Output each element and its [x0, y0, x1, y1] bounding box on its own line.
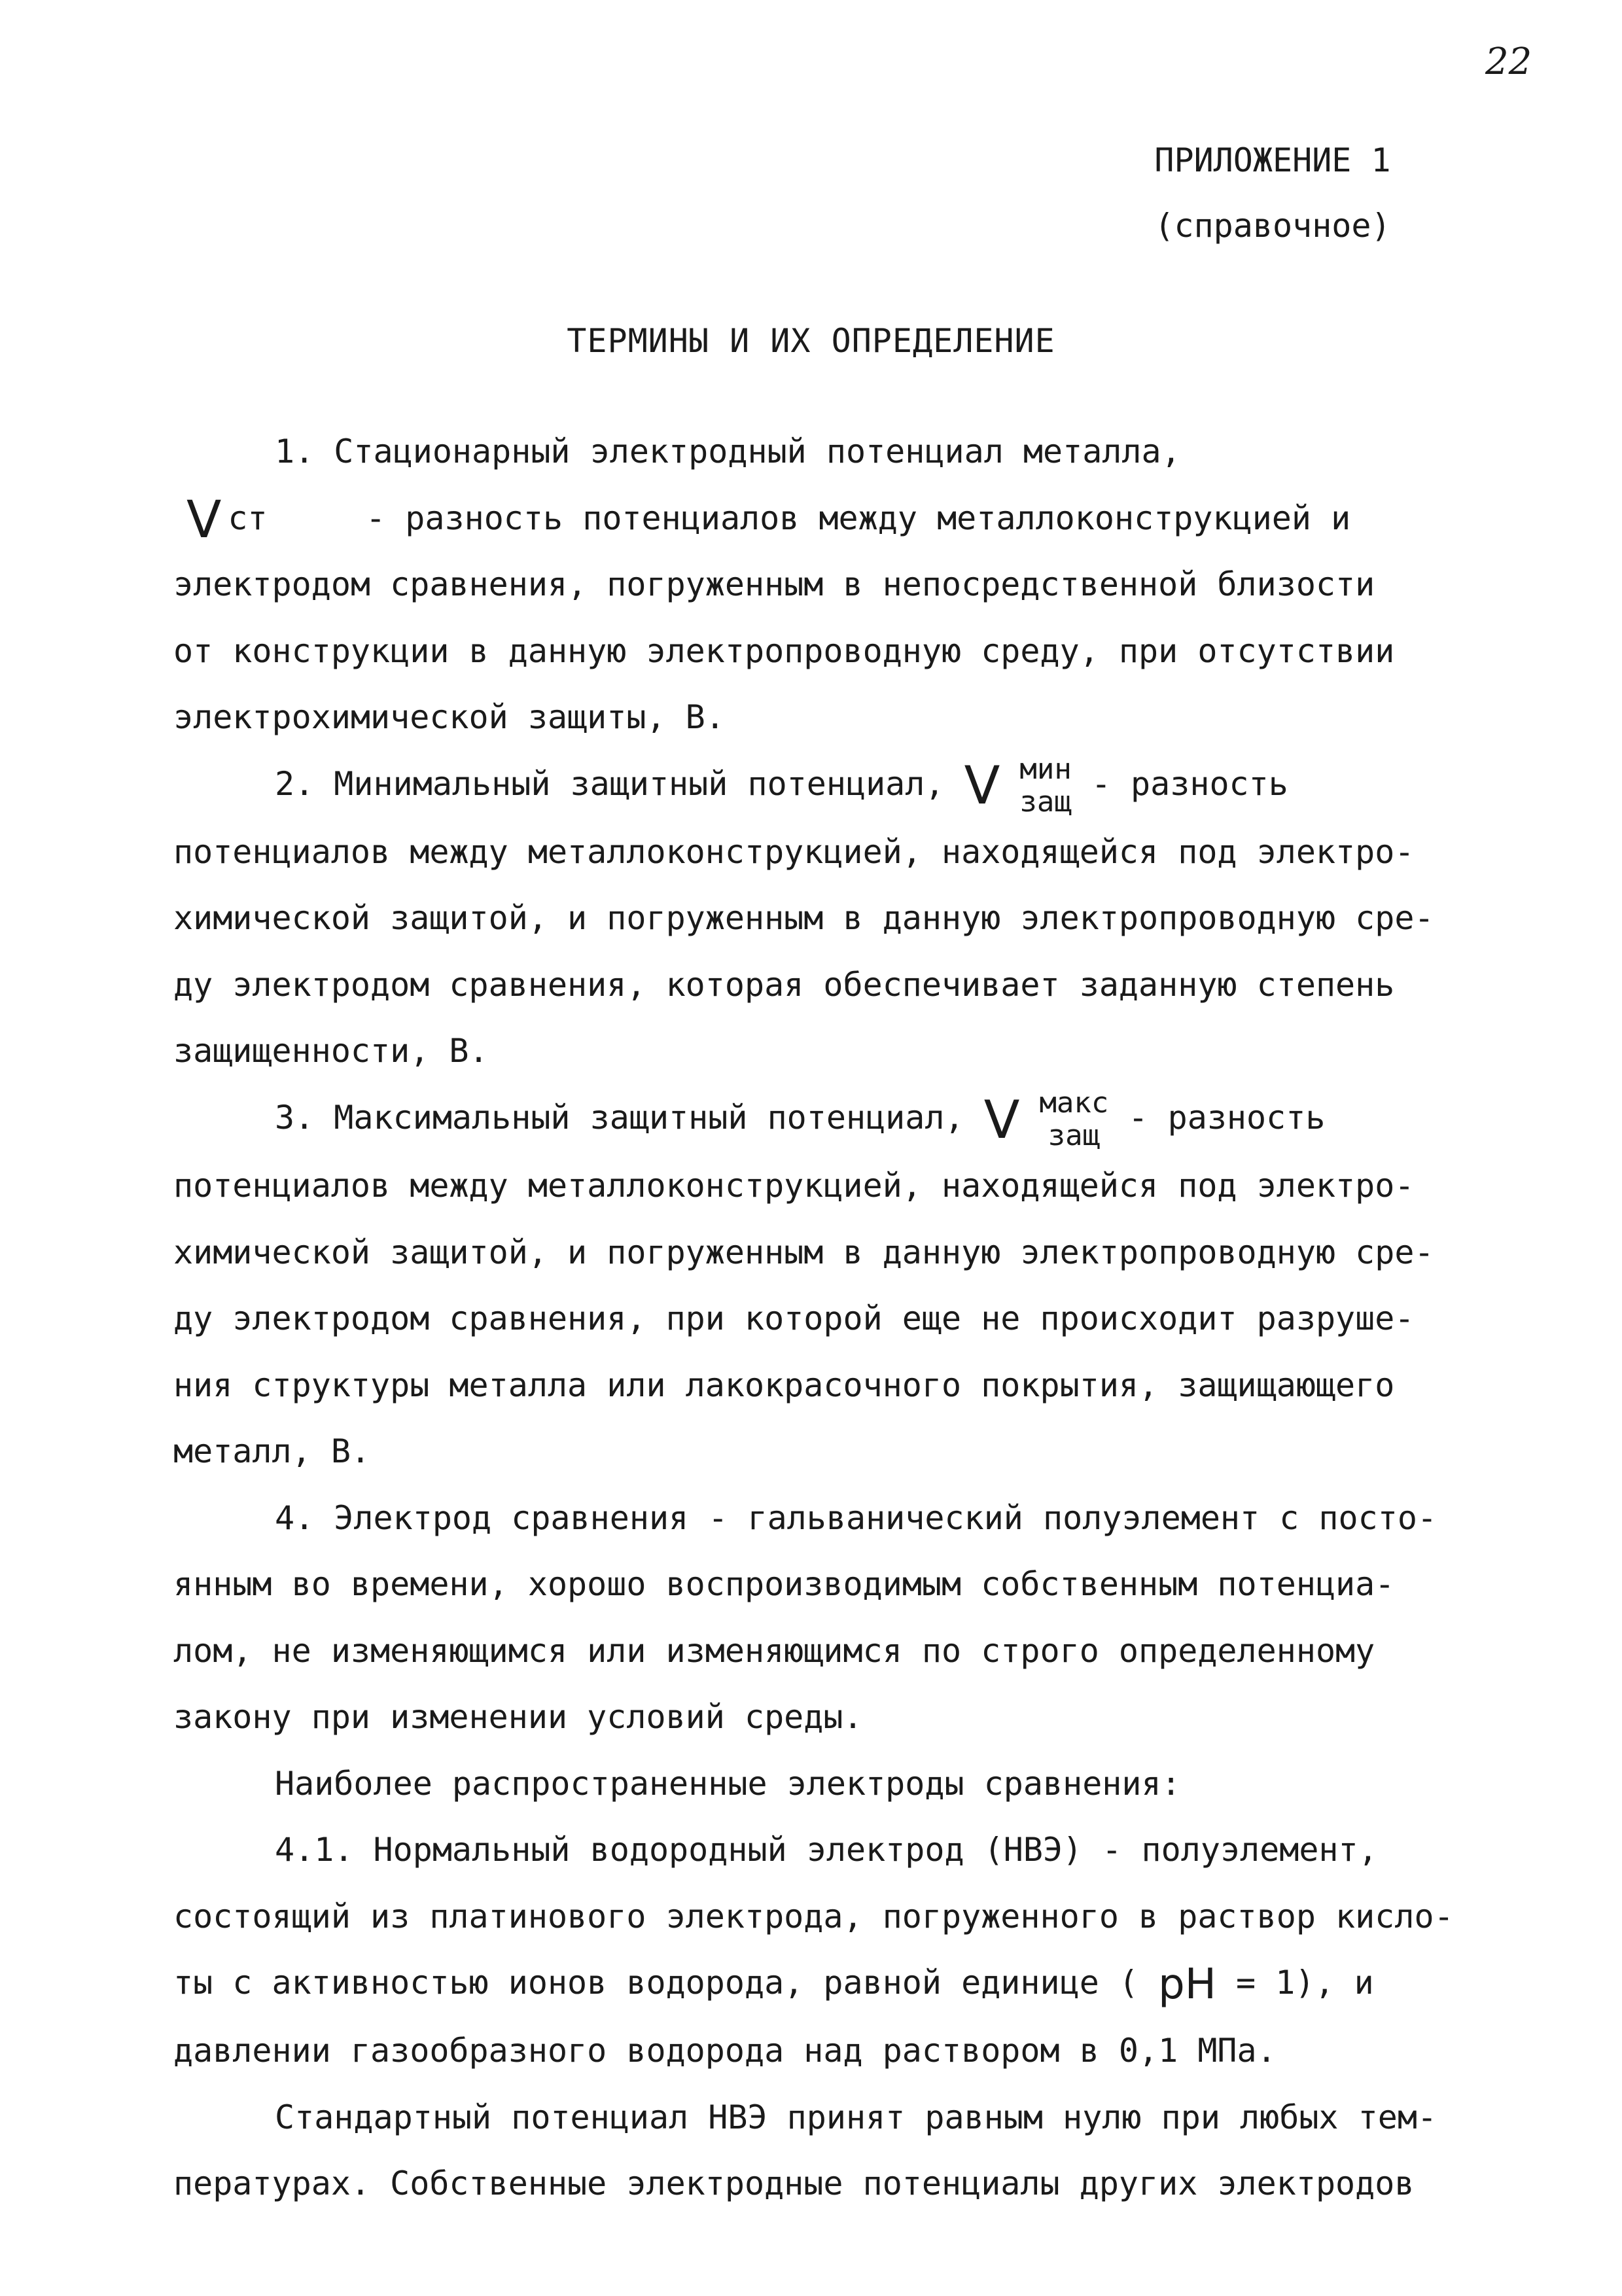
appendix-header — [1142, 128, 1403, 258]
symbol-superscript: мин — [1019, 752, 1072, 786]
text-line: лом, не изменяющимся или изменяющимся по строго определенному — [173, 1631, 1375, 1670]
text-fragment: ты с активностью ионов водорода, равной единице ( — [173, 1964, 1139, 2002]
symbol-v: V — [186, 491, 222, 550]
symbol-v: V — [964, 755, 1000, 817]
text-line: потенциалов между металлоконструкцией, находящейся под электро- — [173, 832, 1415, 871]
symbol-subscript: защ — [1019, 785, 1072, 819]
text-line: электродом сравнения, погруженным в непосредственной близости — [173, 565, 1375, 603]
text-fragment: - разность — [1128, 1098, 1326, 1137]
text-line: 1. Стационарный электродный потенциал металла, — [275, 433, 1181, 470]
text-line — [173, 1950, 1489, 2018]
text-line: ду электродом сравнения, при которой еще не происходит разруше- — [173, 1299, 1415, 1337]
document-body — [173, 419, 1489, 2217]
text-line: закону при изменении условий среды. — [173, 1698, 863, 1736]
text-line: 4. Электрод сравнения - гальванический полуэлемент с посто- — [275, 1498, 1437, 1537]
symbol-v: V — [983, 1089, 1020, 1150]
symbol-superscript: макс — [1039, 1086, 1109, 1120]
page-title: ТЕРМИНЫ И ИХ ОПРЕДЕЛЕНИЕ — [567, 322, 1055, 360]
appendix-label: ПРИЛОЖЕНИЕ 1 — [1154, 141, 1391, 179]
text-fragment: - разность — [1091, 764, 1288, 803]
text-line: янным во времени, хорошо воспроизводимым собственным потенциа- — [173, 1565, 1395, 1603]
text-line: электрохимической защиты, В. — [173, 698, 725, 736]
text-fragment: 2. Минимальный защитный потенциал, — [275, 764, 945, 803]
symbol-subscript: ст — [228, 499, 268, 537]
text-line: ния структуры металла или лакокрасочного покрытия, защищающего — [173, 1366, 1395, 1404]
text-fragment: = 1), и — [1236, 1964, 1374, 2002]
text-line: состоящий из платинового электрода, погруженного в раствор кисло- — [173, 1897, 1454, 1935]
text-line: металл, В. — [173, 1432, 371, 1470]
ph-symbol: pH — [1158, 1960, 1216, 2009]
symbol-index — [1019, 753, 1071, 819]
text-line: пературах. Собственные электродные потенциалы других электродов — [173, 2164, 1415, 2203]
text-line: от конструкции в данную электропроводную среду, при отсутствии — [173, 631, 1395, 670]
text-line: химической защитой, и погруженным в данную электропроводную сре- — [173, 1233, 1434, 1271]
page-number: 22 — [1485, 41, 1532, 83]
appendix-note: (справочное) — [1154, 207, 1391, 245]
symbol-index — [1039, 1087, 1108, 1152]
text-line: 4.1. Нормальный водородный электрод (НВЭ) - полуэлемент, — [275, 1831, 1378, 1869]
text-line — [173, 751, 1489, 819]
text-line: Наиболее распространенные электроды сравнения: — [275, 1764, 1181, 1803]
text-line: Стандартный потенциал НВЭ принят равным нулю при любых тем- — [275, 2098, 1437, 2136]
text-line: ду электродом сравнения, которая обеспечивает заданную степень — [173, 965, 1395, 1004]
text-line: давлении газообразного водорода над раствором в 0,1 МПа. — [173, 2032, 1277, 2070]
text-line: защищенности, В. — [173, 1032, 489, 1070]
symbol-subscript: защ — [1048, 1119, 1101, 1153]
text-fragment: - разность потенциалов между металлоконструкцией и — [366, 499, 1351, 537]
text-line: потенциалов между металлоконструкцией, находящейся под электро- — [173, 1167, 1415, 1205]
text-line: химической защитой, и погруженным в данную электропроводную сре- — [173, 899, 1434, 938]
text-line — [173, 1085, 1489, 1153]
text-line — [173, 486, 1489, 552]
text-fragment: 3. Максимальный защитный потенциал, — [275, 1098, 964, 1137]
